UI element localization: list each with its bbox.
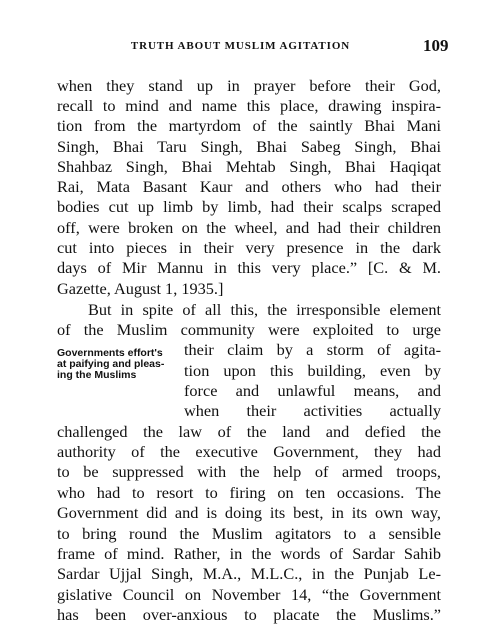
text-line: Singh, Bhai Taru Singh, Bhai Sabeg Singh, Bhai [57, 137, 441, 156]
running-head-title: TRUTH ABOUT MUSLIM AGITATION [130, 40, 351, 52]
text-line: when their activities actually [184, 401, 441, 420]
text-line: off, were broken on the wheel, and had their children [57, 218, 441, 237]
text-line: to be suppressed with the help of armed troops, [57, 462, 441, 481]
text-line: has been over-anxious to placate the Muslims.” [57, 605, 441, 624]
text-line: Sardar Ujjal Singh, M.A., M.L.C., in the Punjab Le- [57, 564, 441, 583]
text-line: cut into pieces in their very presence in the dark [57, 238, 441, 257]
text-line: when they stand up in prayer before their God, [57, 76, 441, 95]
text-line: days of Mir Mannu in this very place.” [C. & M. [57, 258, 441, 277]
text-line: tion from the martyrdom of the saintly Bhai Mani [57, 116, 441, 135]
text-line: their claim by a storm of agita- [184, 340, 441, 359]
text-line: Gazette, August 1, 1935.] [57, 279, 224, 298]
text-line: But in spite of all this, the irresponsible element [88, 300, 441, 319]
text-line: gislative Council on November 14, “the Government [57, 585, 441, 604]
page-number: 109 [423, 36, 449, 55]
text-line: Government did and is doing its best, in its own way, [57, 503, 441, 522]
text-line: bodies cut up limb by limb, had their scalps scraped [57, 197, 441, 216]
margin-note-line: ing the Muslims [57, 369, 137, 381]
text-line: challenged the law of the land and defied the [57, 422, 441, 441]
text-line: authority of the executive Government, they had [57, 442, 441, 461]
margin-note-line: at paifying and pleas- [57, 358, 165, 370]
text-line: recall to mind and name this place, drawing inspira- [57, 96, 441, 115]
text-line: frame of mind. Rather, in the words of Sardar Sahib [57, 544, 441, 563]
text-line: of the Muslim community were exploited to urge [57, 320, 441, 339]
text-line: force and unlawful means, and [184, 381, 441, 400]
text-line: Rai, Mata Basant Kaur and others who had their [57, 177, 441, 196]
text-line: tion upon this building, even by [184, 361, 441, 380]
margin-note-line: Governments effort's [57, 347, 163, 359]
text-line: to bring round the Muslim agitators to a sensible [57, 524, 441, 543]
text-line: who had to resort to firing on ten occasions. The [57, 483, 441, 502]
text-line: Shahbaz Singh, Bhai Mehtab Singh, Bhai Haqiqat [57, 157, 441, 176]
